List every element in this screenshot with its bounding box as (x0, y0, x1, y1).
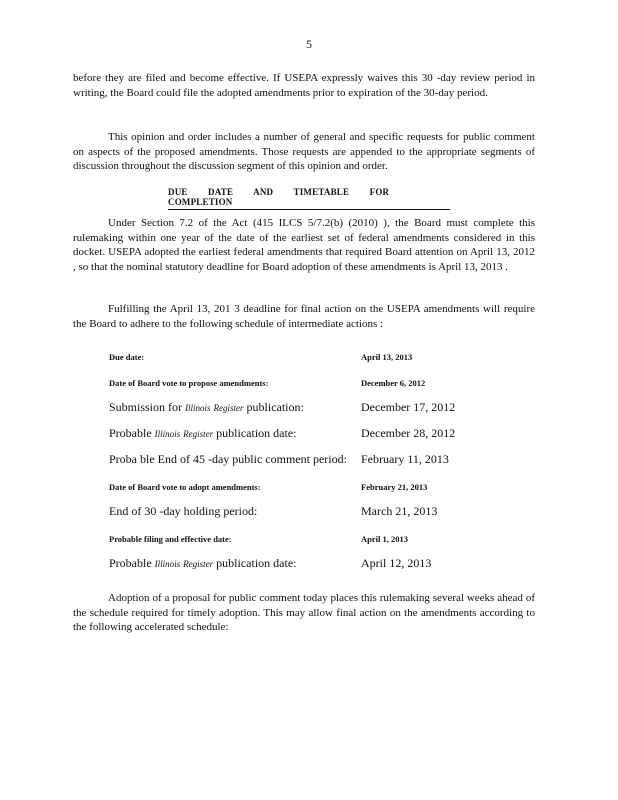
schedule-date: April 12, 2013 (361, 556, 432, 570)
schedule-label: Date of Board vote to adopt amendments: (109, 482, 261, 492)
schedule-label: Probable Illinois Register publication date: (109, 556, 297, 570)
schedule-date: March 21, 2013 (361, 504, 438, 518)
schedule-label: Date of Board vote to propose amendments: (109, 378, 269, 388)
schedule-row (109, 452, 529, 466)
schedule-date: April 1, 2013 (361, 534, 408, 544)
schedule-date: December 6, 2012 (361, 378, 426, 388)
schedule-label: Due date: (109, 352, 145, 362)
schedule-label: Submission for Illinois Register publication: (109, 400, 304, 414)
schedule-date: December 17, 2012 (361, 400, 456, 414)
section-heading: DUE DATE AND TIMETABLE FOR COMPLETION (168, 187, 450, 210)
schedule-date: December 28, 2012 (361, 426, 456, 440)
schedule-row (109, 426, 529, 440)
paragraph-review-period: before they are filed and become effective. If USEPA expressly waives this 30 -day review period in writing, the Board could file the adopted amendments prior to expiration of the 30-day period. (73, 72, 535, 99)
schedule-row (109, 400, 529, 414)
schedule-row (109, 352, 529, 366)
schedule-label: Probable filing and effective date: (109, 534, 232, 544)
schedule-row (109, 534, 529, 548)
paragraph-statutory-deadline: Under Section 7.2 of the Act (415 ILCS 5/7.2(b) (2010) ), the Board must complete this rulemaking within one year of the date of the earliest set of federal amendments considered in this docket. USEPA adopted the earliest federal amendments that required Board attention on April 13, 2012 , so that the nominal statutory deadline for Board adoption of these amendments is April 13, 2013 . (73, 217, 535, 273)
paragraph-accelerated-schedule: Adoption of a proposal for public comment today places this rulemaking several weeks ahead of the schedule required for timely adoption. This may allow final action on the amendments according to the following accelerated schedule: (73, 592, 535, 634)
schedule-label: Probable Illinois Register publication date: (109, 426, 297, 440)
schedule-date: February 11, 2013 (361, 452, 449, 466)
schedule-row (109, 504, 529, 518)
schedule-label: Proba ble End of 45 -day public comment period: (109, 452, 347, 466)
schedule-row (109, 378, 529, 392)
schedule-label: End of 30 -day holding period: (109, 504, 258, 518)
schedule-row (109, 556, 529, 570)
paragraph-requests-for-comment: This opinion and order includes a number of general and specific requests for public comment on aspects of the proposed amendments. Those requests are appended to the appropriate segments of discussion throughout the discussion segment of this opinion and order. (73, 131, 535, 173)
paragraph-intermediate-actions: Fulfilling the April 13, 201 3 deadline for final action on the USEPA amendments will require the Board to adhere to the following schedule of intermediate actions : (73, 303, 535, 330)
schedule-row (109, 482, 529, 496)
page-number: 5 (306, 37, 312, 51)
schedule-date: February 21, 2013 (361, 482, 428, 492)
schedule-date: April 13, 2013 (361, 352, 413, 362)
